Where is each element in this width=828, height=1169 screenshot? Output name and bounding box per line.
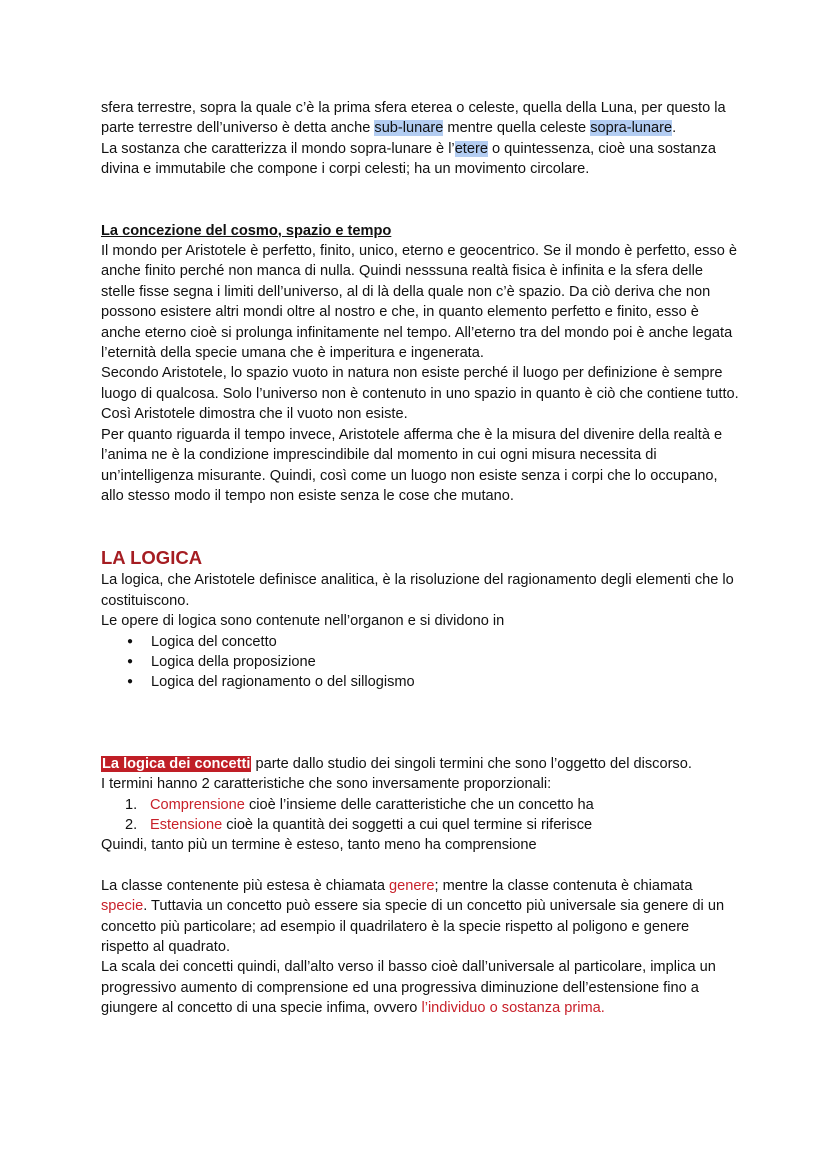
text-run: . Tuttavia un concetto può essere sia specie di un concetto più universale sia genere di un concetto più particolare; ad esempio il quadrilatero è la specie rispetto al poligono e genere rispetto al quadrato. [101, 898, 725, 955]
concetti-paragraph-1 [101, 754, 741, 774]
bullet-item: ● Logica del ragionamento o del sillogismo [127, 672, 741, 692]
text-run: mentre quella celeste [443, 120, 591, 137]
text-run: parte dallo studio dei singoli termini che sono l’oggetto del discorso. [251, 755, 692, 772]
term-genere: genere [389, 877, 435, 894]
intro-paragraph-2 [101, 139, 741, 180]
section-title-cosmo: La concezione del cosmo, spazio e tempo [101, 222, 392, 239]
bullet-item: ● Logica della proposizione [127, 652, 741, 672]
numbered-item [125, 795, 741, 815]
logica-paragraph-2: Le opere di logica sono contenute nell’organon e si dividono in [101, 613, 505, 630]
concetti-paragraph-4 [101, 876, 741, 958]
numbered-item [125, 815, 741, 835]
concetti-numbered-list [101, 795, 741, 836]
text-run: sfera terrestre, sopra la quale c’è la prima sfera eterea o celeste, quella della Luna, per questo la parte terrestre dell’universo è detta anche [101, 100, 726, 137]
highlight-sub-lunare: sub-lunare [374, 120, 444, 137]
cosmo-paragraph-1: Il mondo per Aristotele è perfetto, finito, unico, eterno e geocentrico. Se il mondo è perfetto, esso è anche finito perché non manca di nulla. Quindi nesssuna realtà fisica è infinita e la sfera delle stelle fisse segna i limiti dell’universo, al di là della quale non c’è spazio. Da ciò deriva che non possono esistere altri mondi oltre al nostro e che, in quanto elemento perfetto e finito, esso è anche eterno cioè si prolunga infinitamente nel tempo. All’eterno tra del mondo poi è anche legata l’eternità della specie umana che è imperitura e ingenerata. [101, 243, 738, 362]
highlight-sopra-lunare: sopra-lunare [590, 120, 673, 137]
concetti-paragraph-5 [101, 957, 741, 1018]
document-content [101, 98, 741, 1019]
text-run: . [672, 120, 677, 137]
text-run: La classe contenente più estesa è chiamata [101, 877, 390, 894]
text-run: La scala dei concetti quindi, dall’alto verso il basso cioè dall’universale al particolare, implica un progressivo aumento di comprensione ed una progressiva diminuzione dell’estensione fino a giungere al concetto di una specie infima, ovvero [101, 959, 716, 1017]
highlight-logica-dei-concetti: La logica dei concetti [102, 755, 251, 772]
concetti-paragraph-2: I termini hanno 2 caratteristiche che sono inversamente proporzionali: [101, 776, 552, 793]
logica-bullet-list [101, 632, 741, 693]
concetti-paragraph-3: Quindi, tanto più un termine è esteso, tanto meno ha comprensione [101, 837, 537, 854]
text-run: o quintessenza, cioè una sostanza divina e immutabile che compone i corpi celesti; ha un movimento circolare. [101, 140, 716, 178]
term-individuo: l’individuo o sostanza prima. [421, 1000, 605, 1017]
text-run: cioè la quantità dei soggetti a cui quel termine si riferisce [222, 816, 593, 833]
logica-paragraph-1: La logica, che Aristotele definisce analitica, è la risoluzione del ragionamento degli elementi che lo costituiscono. [101, 572, 734, 609]
cosmo-paragraph-2: Secondo Aristotele, lo spazio vuoto in natura non esiste perché il luogo per definizione è sempre luogo di qualcosa. Solo l’universo non è contenuto in uno spazio in quanto è ciò che contiene tutto. Così Aristotele dimostra che il vuoto non esiste. [101, 365, 739, 423]
text-run: La sostanza che caratterizza il mondo sopra-lunare è l’ [101, 140, 455, 157]
text-run: cioè l’insieme delle caratteristiche che un concetto ha [244, 796, 594, 813]
text-run: ; mentre la classe contenuta è chiamata [434, 877, 693, 894]
term-estensione: Estensione [150, 816, 223, 833]
item-number: 2. [125, 816, 138, 833]
bullet-item: ● Logica del concetto [127, 632, 741, 652]
item-number: 1. [125, 796, 138, 813]
intro-paragraph-1 [101, 98, 741, 139]
term-comprensione: Comprensione [150, 796, 245, 813]
cosmo-paragraph-3: Per quanto riguarda il tempo invece, Aristotele afferma che è la misura del divenire della realtà e l’anima ne è la condizione imprescindibile dal momento in cui ogni misura necessita di un’intelligenza misurante. Quindi, così come un luogo non esiste senza i corpi che lo occupano, allo stesso modo il tempo non esiste senza le cose che mutano. [101, 426, 723, 504]
term-specie: specie [101, 898, 144, 915]
highlight-etere: etere [454, 140, 488, 157]
heading-la-logica: LA LOGICA [101, 547, 203, 569]
